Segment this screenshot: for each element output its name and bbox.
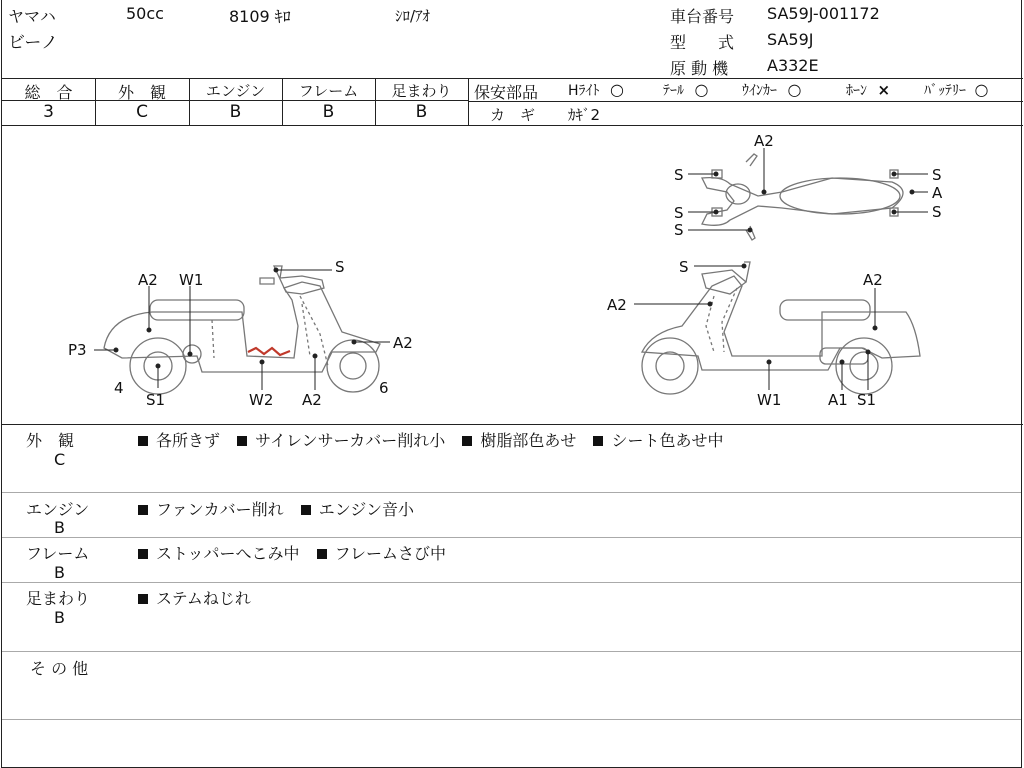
remark-items-suspension [138, 586, 263, 609]
color: ｼﾛ/ｱｵ [395, 7, 431, 25]
remark-items-engine [138, 497, 426, 520]
frame-number-value: SA59J-001172 [767, 4, 880, 23]
bullet-icon [138, 436, 148, 446]
remark-items-exterior [138, 428, 736, 451]
suspension-grade-label: 足まわり [391, 82, 452, 100]
model-name: ビーノ [8, 33, 58, 53]
diagram-label: S [335, 258, 345, 276]
diagram-label: A [932, 184, 943, 202]
divider [2, 537, 1021, 538]
divider [2, 582, 1021, 583]
divider [468, 101, 1023, 102]
bullet-icon [237, 436, 247, 446]
engine-grade-value: B [229, 102, 242, 122]
diagram-label: S1 [857, 391, 877, 409]
inspection-sheet [1, 0, 1022, 768]
displacement: 50cc [126, 4, 164, 23]
diagram-label: W2 [249, 391, 274, 409]
maker-name: ヤマハ [8, 7, 56, 26]
safety-item-name: ｳｲﾝｶｰ [742, 83, 777, 99]
divider [2, 651, 1021, 652]
safety-item-mark: ○ [609, 80, 624, 99]
mileage: 8109 ｷﾛ [229, 7, 291, 26]
divider [2, 492, 1021, 493]
remark-label-exterior: 外 観 [26, 431, 75, 450]
diagram-label: S [932, 166, 942, 184]
diagram-label: W1 [179, 271, 204, 289]
diagram-label: A2 [302, 391, 322, 409]
remark-item: エンジン音小 [318, 500, 414, 519]
key-value: ｶｷﾞ2 [568, 106, 601, 124]
remark-label-suspension: 足まわり [26, 589, 91, 608]
suspension-grade-value: B [415, 102, 428, 122]
safety-item-mark: ○ [787, 80, 802, 99]
diagram-label: W1 [757, 391, 782, 409]
bullet-icon [138, 594, 148, 604]
overall-grade-value: 3 [43, 102, 54, 122]
exterior-grade-label: 外 観 [117, 83, 166, 102]
remark-item: サイレンサーカバー削れ小 [255, 431, 446, 450]
diagram-label: 4 [114, 379, 124, 397]
safety-item-headlight [568, 80, 624, 100]
frame-grade-label: フレーム [298, 82, 359, 100]
diagram-label: A2 [393, 334, 413, 352]
remark-items-frame [138, 541, 458, 564]
safety-item-name: Hﾗｲﾄ [568, 83, 600, 99]
diagram-label: A1 [828, 391, 848, 409]
diagram-label: A2 [754, 132, 774, 150]
engine-type-label: 原 動 機 [670, 59, 729, 78]
diagram-label: S1 [146, 391, 166, 409]
safety-item-winker [742, 80, 801, 100]
diagram-label: A2 [607, 296, 627, 314]
remark-item: ストッパーへこみ中 [156, 544, 300, 563]
bullet-icon [462, 436, 472, 446]
engine-type-value: A332E [767, 56, 819, 75]
model-type-label: 型 式 [670, 33, 735, 52]
diagram-label: S [932, 203, 942, 221]
diagram-label: S [674, 204, 684, 222]
divider [2, 719, 1021, 720]
remark-label-engine: エンジン [26, 500, 90, 519]
damage-mark [248, 348, 290, 355]
divider [2, 424, 1023, 425]
frame-grade-value: B [322, 102, 335, 122]
frame-number-label: 車台番号 [670, 7, 735, 26]
bullet-icon [593, 436, 603, 446]
safety-item-mark: ○ [974, 80, 989, 99]
engine-grade-label: エンジン [205, 82, 266, 100]
remark-item: ステムねじれ [156, 589, 251, 608]
exterior-grade-value: C [136, 102, 148, 122]
bullet-icon [138, 505, 148, 515]
safety-parts-label: 保安部品 [474, 83, 539, 102]
bullet-icon [301, 505, 311, 515]
diagram-label: S [674, 221, 684, 239]
overall-grade-label: 総 合 [24, 83, 73, 102]
remark-item: 樹脂部色あせ [480, 431, 577, 450]
key-label: カ ギ [490, 106, 536, 124]
remark-item: シート色あせ中 [611, 431, 724, 450]
bullet-icon [317, 549, 327, 559]
safety-item-mark: × [877, 81, 891, 99]
diagram-label: S [679, 258, 689, 276]
remark-grade-engine: B [54, 518, 65, 537]
remark-grade-frame: B [54, 563, 65, 582]
remark-item: 各所きず [156, 431, 221, 450]
bullet-icon [138, 549, 148, 559]
diagram-label: A2 [863, 271, 883, 289]
safety-item-horn [846, 80, 890, 100]
remark-label-other: そ の 他 [30, 659, 89, 678]
scooter-top-view [702, 154, 903, 240]
remark-label-frame: フレーム [26, 544, 90, 563]
remark-item: フレームさび中 [334, 544, 446, 563]
safety-item-name: ﾊﾞｯﾃﾘｰ [924, 83, 966, 99]
safety-item-name: ﾎｰﾝ [846, 83, 867, 99]
diagram-label: P3 [68, 341, 87, 359]
diagram-label: A2 [138, 271, 158, 289]
model-type-value: SA59J [767, 30, 814, 49]
divider [2, 78, 1023, 79]
divider [468, 78, 469, 125]
diagram-label: S [674, 166, 684, 184]
safety-item-battery [924, 80, 988, 100]
safety-item-name: ﾃｰﾙ [663, 83, 684, 99]
safety-item-mark: ○ [694, 80, 709, 99]
damage-diagram [2, 126, 1023, 424]
remark-grade-suspension: B [54, 608, 65, 627]
diagram-label: 6 [379, 379, 389, 397]
remark-item: ファンカバー削れ [156, 500, 284, 519]
safety-item-tail [663, 80, 708, 100]
remark-grade-exterior: C [54, 450, 66, 469]
